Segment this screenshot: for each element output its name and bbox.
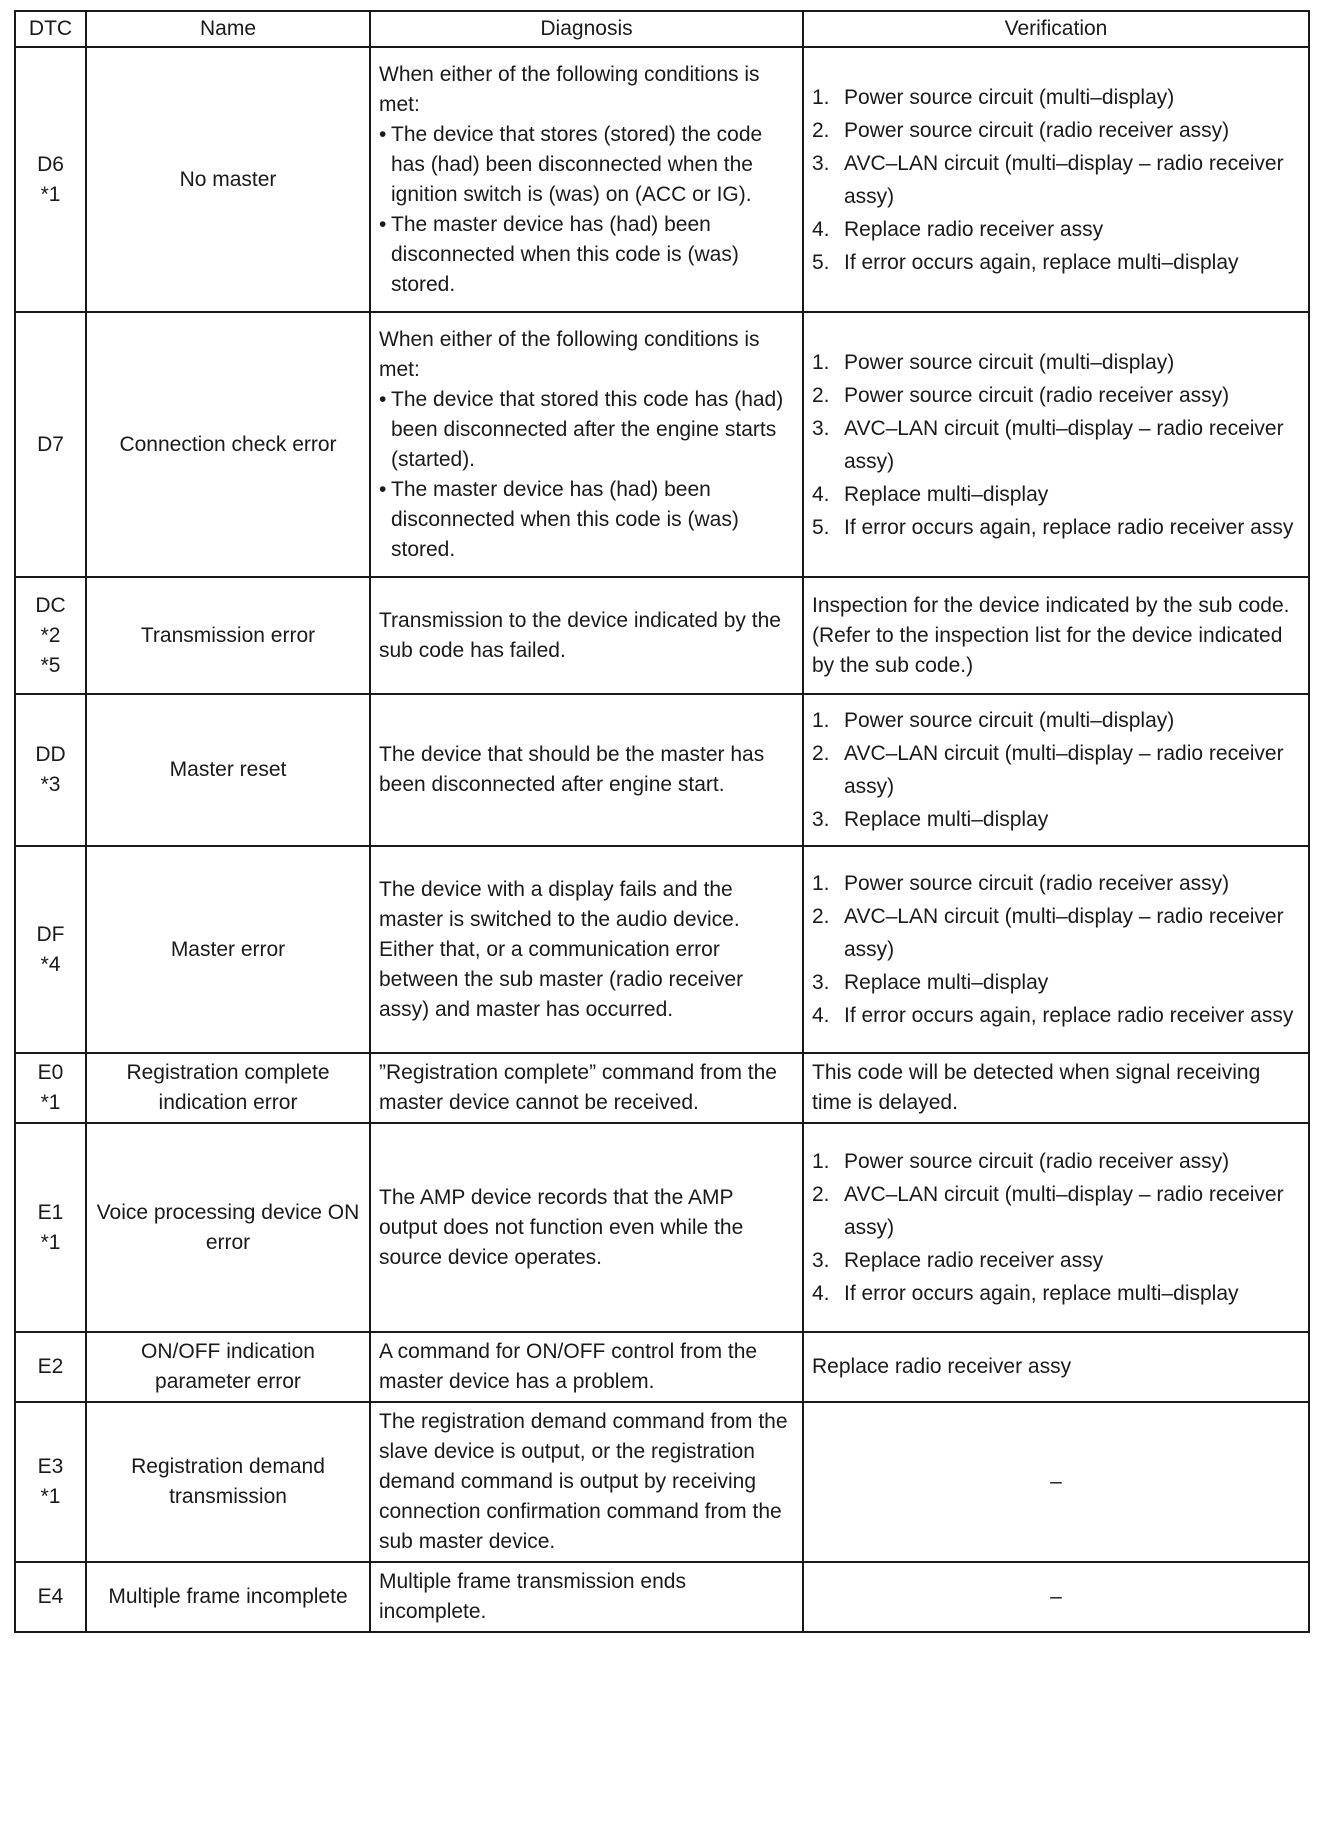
verification-cell [803,694,1309,846]
dtc-cell [15,1402,86,1562]
dtc-note: *4 [40,952,61,976]
verification-item-text: Power source circuit (multi–display) [844,709,1175,732]
verification-item-text: AVC–LAN circuit (multi–display – radio receiver assy) [844,742,1284,798]
dtc-code: DC [35,593,66,617]
table-row [15,694,1309,846]
verification-item-text: Power source circuit (radio receiver assy) [844,118,1230,142]
dtc-note: *5 [40,653,61,677]
verification-item [812,412,1300,478]
verification-item [812,511,1300,544]
verification-item-text: Replace multi–display [844,808,1049,831]
diagnosis-text: The registration demand command from the slave device is output, or the registration demand command is output by receiving connection confirmation command from the sub master device. [379,1410,788,1553]
verification-item [812,346,1300,379]
item-number: 3. [812,971,830,994]
verification-item [812,1178,1300,1244]
verification-item [812,81,1300,114]
diagnosis-cell [370,846,803,1053]
dtc-note: *1 [40,1485,61,1508]
header-name: Name [86,11,370,47]
verification-none: – [1050,1585,1062,1608]
diagnosis-text: A command for ON/OFF control from the master device has a problem. [379,1340,758,1393]
dtc-note: *1 [40,182,61,206]
verification-item-text: Replace multi–display [844,482,1049,506]
dtc-note: *1 [40,1230,61,1254]
verification-item [812,1244,1300,1277]
verification-item [812,737,1300,803]
verification-item [812,246,1300,279]
diagnosis-text: The device with a display fails and the master is switched to the audio device. [379,877,740,931]
verification-item [812,147,1300,213]
table-row [15,1562,1309,1632]
verification-text: (Refer to the inspection list for the device indicated by the sub code.) [812,623,1283,677]
name-cell: Master reset [86,694,370,846]
verification-text: Replace radio receiver assy [812,1355,1072,1378]
dtc-cell [15,1562,86,1632]
header-diagnosis: Diagnosis [370,11,803,47]
diagnosis-text: The AMP device records that the AMP output does not function even while the source device operates. [379,1185,744,1269]
verification-item-text: AVC–LAN circuit (multi–display – radio receiver assy) [844,151,1284,208]
dtc-code: D6 [37,152,64,176]
item-number: 4. [812,482,830,506]
item-number: 2. [812,905,830,928]
verification-item-text: Power source circuit (radio receiver assy) [844,383,1230,407]
item-number: 4. [812,217,830,241]
dtc-note: *2 [40,623,61,647]
verification-item [812,704,1300,737]
table-row [15,1053,1309,1123]
dtc-cell [15,47,86,312]
name-cell: Transmission error [86,577,370,694]
verification-item-text: Replace radio receiver assy [844,1249,1104,1272]
diagnosis-cell [370,1402,803,1562]
verification-item [812,1277,1300,1310]
header-verification: Verification [803,11,1309,47]
diagnosis-bullet: • The device that stored this code has (had) been disconnected after the engine starts (started). [379,385,794,475]
header-dtc: DTC [15,11,86,47]
name-cell: Registration demand transmission [86,1402,370,1562]
verification-item-text: AVC–LAN circuit (multi–display – radio receiver assy) [844,905,1284,961]
verification-cell [803,1562,1309,1632]
verification-cell [803,1053,1309,1123]
dtc-code: D7 [37,432,64,456]
diagnosis-text: Transmission to the device indicated by the sub code has failed. [379,608,781,662]
name-cell: Connection check error [86,312,370,577]
verification-item [812,867,1300,900]
diagnosis-text: The device that should be the master has been disconnected after engine start. [379,743,765,796]
diagnosis-cell [370,1123,803,1332]
dtc-cell [15,1123,86,1332]
item-number: 1. [812,709,830,732]
item-number: 2. [812,1183,830,1206]
dtc-code: E1 [37,1200,64,1224]
dtc-cell [15,1053,86,1123]
header-row [15,11,1309,47]
verification-item [812,900,1300,966]
item-number: 3. [812,151,830,175]
diagnosis-intro: When either of the following conditions is met: [379,62,760,116]
item-number: 2. [812,383,830,407]
verification-item-text: Power source circuit (multi–display) [844,85,1175,109]
verification-text: This code will be detected when signal receiving time is delayed. [812,1061,1261,1114]
table-row [15,47,1309,312]
name-cell: Master error [86,846,370,1053]
dtc-cell [15,577,86,694]
verification-item-text: Power source circuit (radio receiver assy) [844,872,1230,895]
verification-item [812,379,1300,412]
verification-list [812,81,1300,279]
diagnosis-text: ”Registration complete” command from the master device cannot be received. [379,1061,777,1114]
diagnosis-cell [370,1332,803,1402]
verification-item [812,478,1300,511]
dtc-code: E3 [37,1455,64,1478]
item-number: 5. [812,250,830,274]
dtc-code: E2 [37,1355,64,1378]
dtc-table [14,10,1310,1633]
verification-item-text: Replace multi–display [844,971,1049,994]
verification-item-text: If error occurs again, replace radio receiver assy [844,1004,1294,1027]
verification-item-text: Power source circuit (radio receiver assy) [844,1150,1230,1173]
verification-item-text: AVC–LAN circuit (multi–display – radio receiver assy) [844,416,1284,473]
diagnosis-cell [370,1053,803,1123]
diagnosis-cell [370,312,803,577]
verification-item [812,1145,1300,1178]
diagnosis-intro: When either of the following conditions is met: [379,327,760,381]
table-row [15,846,1309,1053]
dtc-code: DD [35,743,66,766]
item-number: 3. [812,808,830,831]
verification-text: Inspection for the device indicated by the sub code. [812,593,1290,617]
table-row [15,1123,1309,1332]
verification-item [812,114,1300,147]
item-number: 4. [812,1004,830,1027]
verification-item [812,803,1300,836]
name-cell: Multiple frame incomplete [86,1562,370,1632]
dtc-note: *3 [40,773,61,796]
verification-item [812,999,1300,1032]
item-number: 2. [812,742,830,765]
table-row [15,1332,1309,1402]
item-number: 1. [812,85,830,109]
verification-item-text: If error occurs again, replace multi–display [844,250,1239,274]
table-row [15,1402,1309,1562]
diagnosis-bullet: • The master device has (had) been disconnected when this code is (was) stored. [379,475,794,565]
verification-cell [803,1402,1309,1562]
item-number: 2. [812,118,830,142]
dtc-cell [15,846,86,1053]
table-body [15,47,1309,1632]
diagnosis-cell [370,47,803,312]
table-row [15,577,1309,694]
dtc-cell [15,694,86,846]
diagnosis-bullet: • The master device has (had) been disconnected when this code is (was) stored. [379,210,794,300]
dtc-cell [15,312,86,577]
item-number: 1. [812,1150,830,1173]
diagnosis-text: Either that, or a communication error between the sub master (radio receiver assy) and master has occurred. [379,937,744,1021]
item-number: 3. [812,1249,830,1272]
dtc-cell [15,1332,86,1402]
dtc-code: DF [36,922,65,946]
dtc-code: E0 [37,1061,64,1084]
verification-list [812,704,1300,836]
verification-cell [803,846,1309,1053]
item-number: 5. [812,515,830,539]
table-row [15,312,1309,577]
name-cell: Registration complete indication error [86,1053,370,1123]
item-number: 4. [812,1282,830,1305]
item-number: 3. [812,416,830,440]
diagnosis-bullet: • The device that stores (stored) the code has (had) been disconnected when the ignition switch is (was) on (ACC or IG). [379,120,794,210]
dtc-code: E4 [37,1585,64,1608]
verification-list [812,1145,1300,1310]
verification-cell [803,1123,1309,1332]
verification-item [812,966,1300,999]
verification-item-text: AVC–LAN circuit (multi–display – radio receiver assy) [844,1183,1284,1239]
verification-none: – [1050,1470,1062,1493]
verification-list [812,346,1300,544]
diagnosis-cell [370,577,803,694]
name-cell: ON/OFF indication parameter error [86,1332,370,1402]
verification-cell [803,577,1309,694]
item-number: 1. [812,350,830,374]
verification-cell [803,47,1309,312]
diagnosis-cell [370,1562,803,1632]
verification-cell [803,1332,1309,1402]
verification-item-text: Replace radio receiver assy [844,217,1104,241]
name-cell: Voice processing device ON error [86,1123,370,1332]
verification-cell [803,312,1309,577]
verification-item-text: If error occurs again, replace radio receiver assy [844,515,1294,539]
diagnosis-text: Multiple frame transmission ends incomplete. [379,1570,686,1623]
verification-list [812,867,1300,1032]
name-cell: No master [86,47,370,312]
dtc-note: *1 [40,1091,61,1114]
diagnosis-cell [370,694,803,846]
verification-item-text: If error occurs again, replace multi–display [844,1282,1239,1305]
verification-item [812,213,1300,246]
verification-item-text: Power source circuit (multi–display) [844,350,1175,374]
item-number: 1. [812,872,830,895]
